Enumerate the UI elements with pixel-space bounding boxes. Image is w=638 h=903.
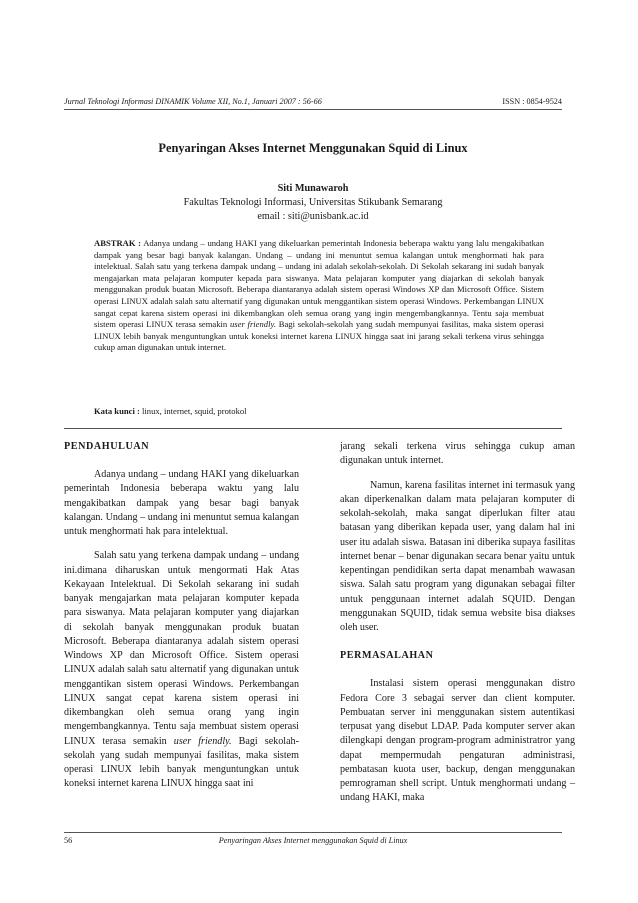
paragraph-text: Bagi sekolah-sekolah yang sudah mempunyai fasilitas, maka sistem operasi LINUX lebih banyak menguntungkan untuk koneksi internet karena LINUX hingga saat ini — [64, 735, 299, 790]
journal-citation: Jurnal Teknologi Informasi DINAMIK Volume XII, No.1, Januari 2007 : 56-66 — [64, 97, 322, 106]
paragraph — [64, 549, 299, 791]
footer-running-title: Penyaringan Akses Internet menggunakan Squid di Linux — [218, 836, 408, 845]
abstract-italic-term: user friendly. — [230, 319, 276, 330]
footer-rule — [64, 832, 562, 833]
running-header — [64, 97, 562, 107]
abstract-label: ABSTRAK : — [94, 238, 142, 248]
keywords-text: linux, internet, squid, protokol — [142, 406, 247, 416]
page-number: 56 — [64, 836, 73, 845]
abstract-text-end: Bagi sekolah-sekolah yang sudah mempunyai fasilitas, maka sistem operasi LINUX lebih banyak menguntungkan untuk koneksi internet karena LINUX hingga saat ini jarang sekali terkena virus sehingga cukup aman digunakan untuk internet. — [94, 319, 544, 353]
abstract — [94, 238, 544, 354]
paragraph-continued: jarang sekali terkena virus sehingga cukup aman digunakan untuk internet. — [340, 441, 575, 467]
author-affiliation: Fakultas Teknologi Informasi, Universitas Stikubank Semarang — [183, 197, 443, 208]
italic-term: user friendly. — [173, 735, 232, 747]
paragraph: Namun, karena fasilitas internet ini termasuk yang akan diperkenalkan dalam mata pelajaran komputer di sekolah-sekolah, maka sangat diperlukan filter atau batasan yang diberikan kepada user, yang dalam hal ini user itu adalah siswa. Batasan ini diberika supaya fasilitas internet benar – benar digunakan secara benar yaitu untuk kepentingan pendidikan serta dapat menambah wawasan siswa. Salah satu program yang digunakan sebagai filter untuk penggunaan internet adalah SQUID. Dengan menggunakan SQUID, tidak semua website bisa diakses oleh user. — [340, 479, 575, 633]
issn: ISSN : 0854-9524 — [502, 97, 562, 106]
author-email: email : siti@unisbank.ac.id — [257, 211, 369, 222]
paper-title: Penyaringan Akses Internet Menggunakan Squid di Linux — [158, 141, 468, 155]
right-column — [340, 440, 575, 806]
header-rule — [64, 109, 562, 110]
abstract-text: Adanya undang – undang HAKI yang dikeluarkan pemerintah Indonesia beberapa waktu yang lalu mengakibatkan dampak yang besar bagi banyak kalangan. Undang – undang ini menuntut semua kalangan untuk menghormati hak para intelektual. Salah satu yang terkena dampak undang – undang ini adalah sekolah-sekolah. Di Sekolah sekarang ini sudah banyak mengajarkan mata pelajaran komputer kepada para siswanya. Mata pelajaran komputer yang diajarkan di sekolah banyak menggunakan produk buatan Microsoft. Beberapa diantaranya adalah sistem operasi Windows XP dan Microsoft Office. Sistem operasi LINUX adalah salah satu alternatif yang digunakan untuk menggantikan sistem operasi Windows. Perkembangan LINUX sangat cepat karena sistem operasi ini dikembangkan oleh semua orang yang ingin mengembangkannya. Tentu saja membuat sistem operasi LINUX terasa semakin — [94, 238, 544, 330]
keywords-label: Kata kunci : — [94, 406, 140, 416]
section-heading-pendahuluan: PENDAHULUAN — [64, 441, 150, 452]
paragraph-text: Salah satu yang terkena dampak undang – undang ini.dimana diharuskan untuk mengormati Hak Atas Kekayaan Intelektual. Di Sekolah sekarang ini sudah banyak mengajarkan mata pelajaran komputer kepada para siswanya. Mata pelajaran komputer yang diajarkan di sekolah banyak menggunakan produk buatan Microsoft. Beberapa diantaranya adalah sistem operasi Windows XP dan Microsoft Office. Sistem operasi LINUX adalah salah satu alternatif yang digunakan untuk menggantikan sistem operasi Windows. Perkembangan LINUX sangat cepat karena sistem operasi ini dikembangkan oleh semua orang yang ingin mengembangkannya. Tentu saja membuat sistem operasi LINUX terasa semakin — [64, 550, 299, 747]
paragraph: Adanya undang – undang HAKI yang dikeluarkan pemerintah Indonesia beberapa waktu yang lalu mengakibatkan dampak yang besar bagi banyak kalangan. Undang – undang ini menuntut semua kalangan untuk menghormati hak para intelektual. — [64, 469, 299, 537]
left-column — [64, 440, 299, 792]
author-name: Siti Munawaroh — [277, 183, 349, 194]
keywords — [94, 406, 544, 417]
abstract-rule — [64, 428, 562, 429]
paragraph: Instalasi sistem operasi menggunakan distro Fedora Core 3 sebagai server dan client komputer. Pembuatan server ini menggunakan sistem autentikasi terpusat yang disebut LDAP. Pada komputer server akan dilengkapi dengan program-program administratror yang dapat mempermudah pengaturan administrasi, pembatasan kuota user, backup, dengan menggunakan pemrograman shell script. Untuk menghormati undang – undang HAKI, maka — [340, 678, 575, 804]
section-heading-permasalahan: PERMASALAHAN — [340, 650, 434, 662]
